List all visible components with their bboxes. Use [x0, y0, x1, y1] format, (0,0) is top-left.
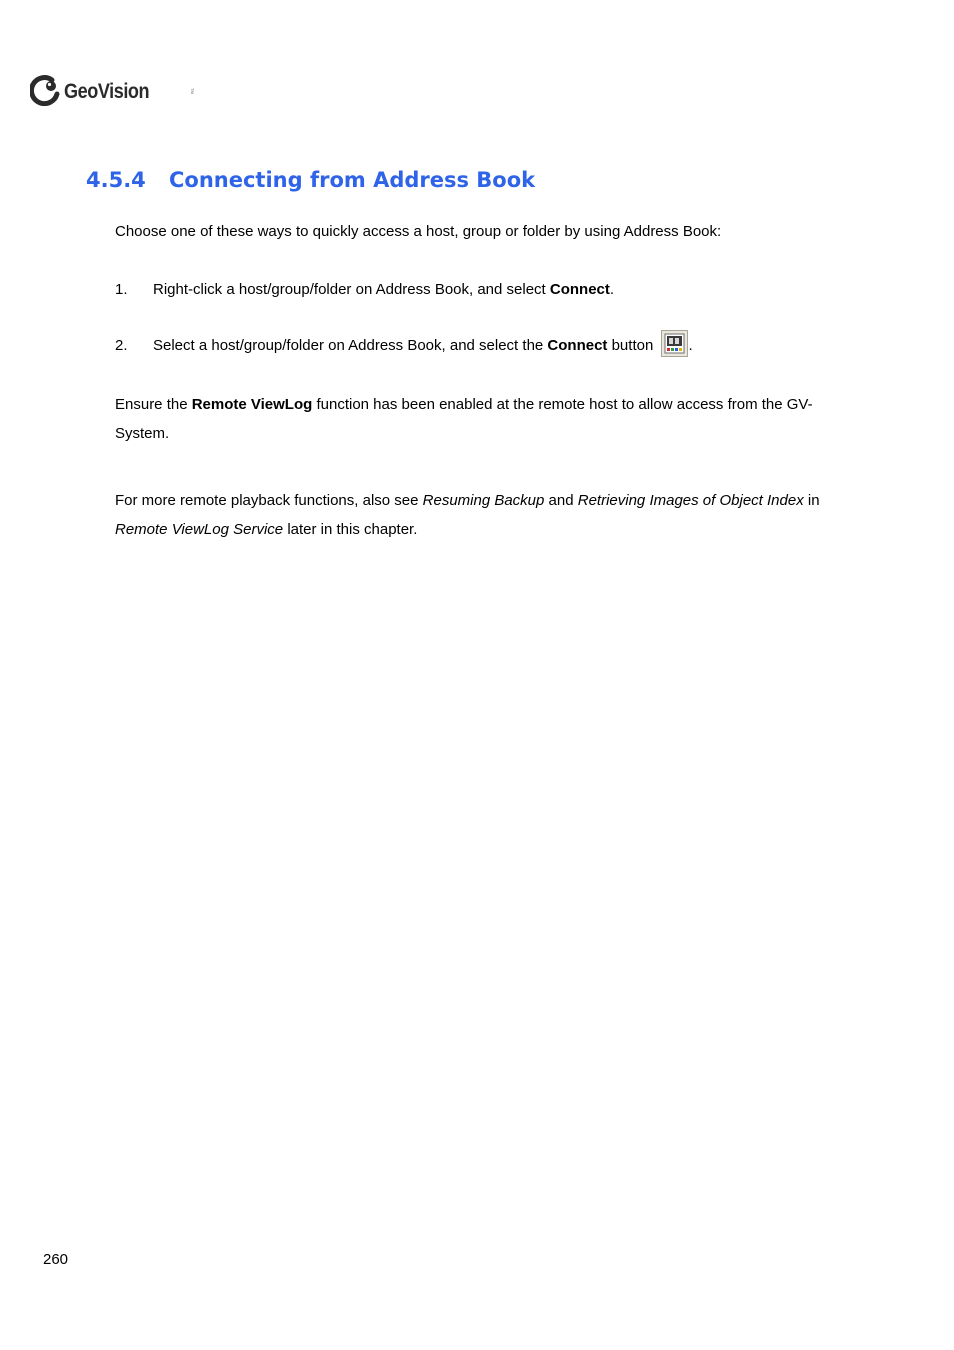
geovision-logo: [30, 72, 195, 108]
geovision-logo-mark-icon: [30, 74, 62, 106]
note2-ref-retrieving-images: Retrieving Images of Object Index: [577, 492, 804, 509]
section-title: Connecting from Address Book: [169, 168, 536, 192]
step-2-text: Select a host/group/folder on Address Book, and select the: [153, 337, 548, 354]
note2-ref-resuming-backup: Resuming Backup: [422, 492, 545, 509]
connect-icon: [661, 330, 688, 363]
step-2-bold: Connect: [547, 337, 608, 354]
step-1-end: .: [609, 281, 615, 298]
note2-text-2: and: [544, 492, 578, 509]
step-2-mid: button: [607, 337, 658, 354]
page-number: 260: [43, 1251, 69, 1268]
logo-text: GeoVision: [64, 80, 150, 103]
step-2: [115, 330, 840, 363]
note1-bold: Remote ViewLog: [191, 396, 313, 413]
step-2-end: .: [688, 337, 693, 354]
section-heading: [86, 168, 535, 192]
note2-text-4: later in this chapter.: [283, 521, 418, 538]
note2-text-1: For more remote playback functions, also see: [115, 492, 423, 509]
step-1-text: Right-click a host/group/folder on Address Book, and select: [153, 281, 550, 298]
step-1-number: 1.: [115, 281, 128, 298]
note-more-functions: [115, 486, 840, 544]
step-1-bold: Connect: [549, 281, 610, 298]
note1-text-before: Ensure the: [115, 396, 192, 413]
intro-paragraph: Choose one of these ways to quickly access a host, group or folder by using Address Book:: [115, 223, 722, 240]
note2-text-3: in: [803, 492, 820, 509]
section-number: 4.5.4: [86, 168, 146, 192]
note1-text-after: function has been enabled at the remote host to allow access from the GV-System.: [115, 396, 813, 442]
step-2-number: 2.: [115, 337, 128, 354]
note-remote-viewlog: [115, 390, 840, 448]
note2-ref-remote-viewlog-service: Remote ViewLog Service: [115, 521, 284, 538]
logo-trademark: TM: [190, 88, 195, 94]
step-1: [115, 280, 840, 300]
